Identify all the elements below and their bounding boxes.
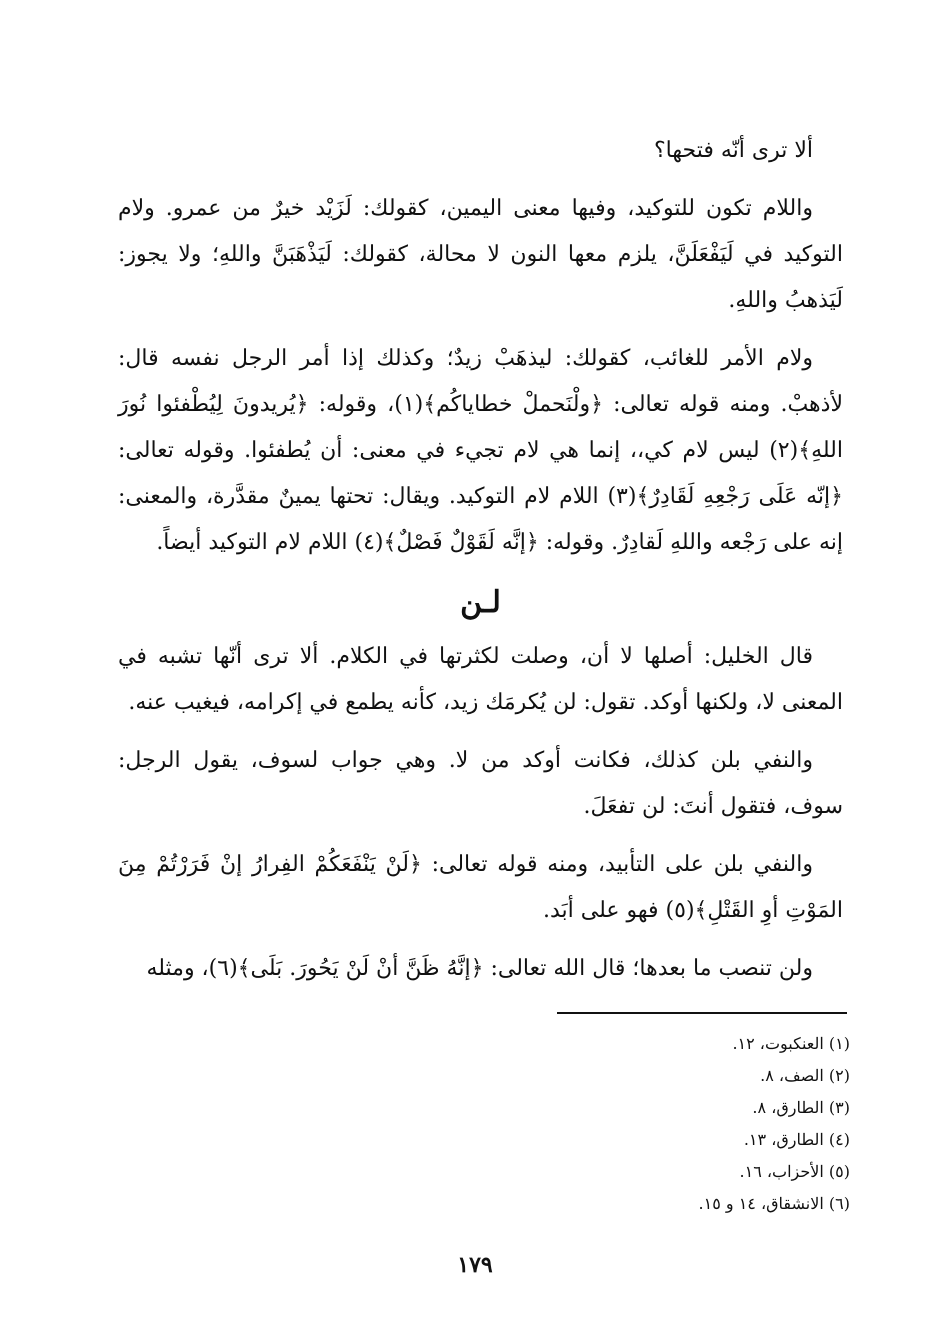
paragraph: واللام تكون للتوكيد، وفيها معنى اليمين، كقولك: لَزَيْد خيرٌ من عمرو. ولام التوكيد في لَيَفْعَلَنَّ، يلزم معها النون لا محالة، كقولك: لَيَذْهَبَنَّ واللهِ؛ ولا يجوز: لَيَذهبُ واللهِ.: [118, 196, 843, 313]
footnotes: [550, 1028, 850, 1220]
page-body: [118, 128, 843, 1004]
footnote: (٤) الطارق، ١٣.: [743, 1130, 850, 1149]
paragraph: ولام الأمر للغائب، كقولك: ليذهَبْ زيدٌ؛ وكذلك إذا أمر الرجل نفسه قال: لأذهبْ. ومنه قوله تعالى: ﴿ولْنَحملْ خطاياكُم﴾(١)، وقوله: ﴿يُريدونَ لِيُطْفئوا نُورَ اللهِ﴾(٢) ليس لام كي،، إنما هي لام تجيء في معنى: أن يُطفئوا. وقوله تعالى: ﴿إنّه عَلَى رَجْعِهِ لَقَادِرٌ﴾(٣) اللام لام التوكيد. ويقال: تحتها يمينٌ مقدَّرة، والمعنى: إنه على رَجْعه واللهِ لَقادِرٌ. وقوله: ﴿إنَّه لَقَوْلٌ فَصْلٌ﴾(٤) اللام لام التوكيد أيضاً.: [118, 346, 844, 555]
page-number: ١٧٩: [457, 1252, 493, 1278]
paragraph: ألا ترى أنّه فتحها؟: [653, 138, 813, 163]
paragraph: قال الخليل: أصلها لا أن، وصلت لكثرتها في الكلام. ألا ترى أنّها تشبه في المعنى لا، ولكنها أوكد. تقول: لن يُكرمَك زيد، كأنه يطمع في إكرامه، فيغيب عنه.: [118, 644, 843, 715]
footnote: (٥) الأحزاب، ١٦.: [739, 1162, 850, 1181]
footnote-divider: [557, 1012, 847, 1014]
footnote: (٢) الصف، ٨.: [760, 1066, 850, 1085]
footnote: (٦) الانشقاق، ١٤ و ١٥.: [698, 1194, 850, 1213]
section-heading: لـن: [460, 585, 501, 620]
footnote: (١) العنكبوت، ١٢.: [732, 1034, 850, 1053]
paragraph: والنفي بلن كذلك، فكانت أوكد من لا. وهي جواب لسوف، يقول الرجل: سوف، فتقول أنتَ: لن تفعَلَ.: [118, 748, 843, 819]
footnote: (٣) الطارق، ٨.: [752, 1098, 850, 1117]
paragraph: والنفي بلن على التأبيد، ومنه قوله تعالى: ﴿لَنْ يَنْفَعَكُمْ الفِرارُ إنْ فَرَرْتُمْ مِنَ المَوْتِ أوِ القَتْلِ﴾(٥) فهو على أبَد.: [118, 852, 843, 923]
paragraph: ولن تنصب ما بعدها؛ قال الله تعالى: ﴿إنَّهُ ظَنَّ أنْ لَنْ يَحُورَ. بَلَى﴾(٦)، ومثله: [146, 956, 813, 981]
